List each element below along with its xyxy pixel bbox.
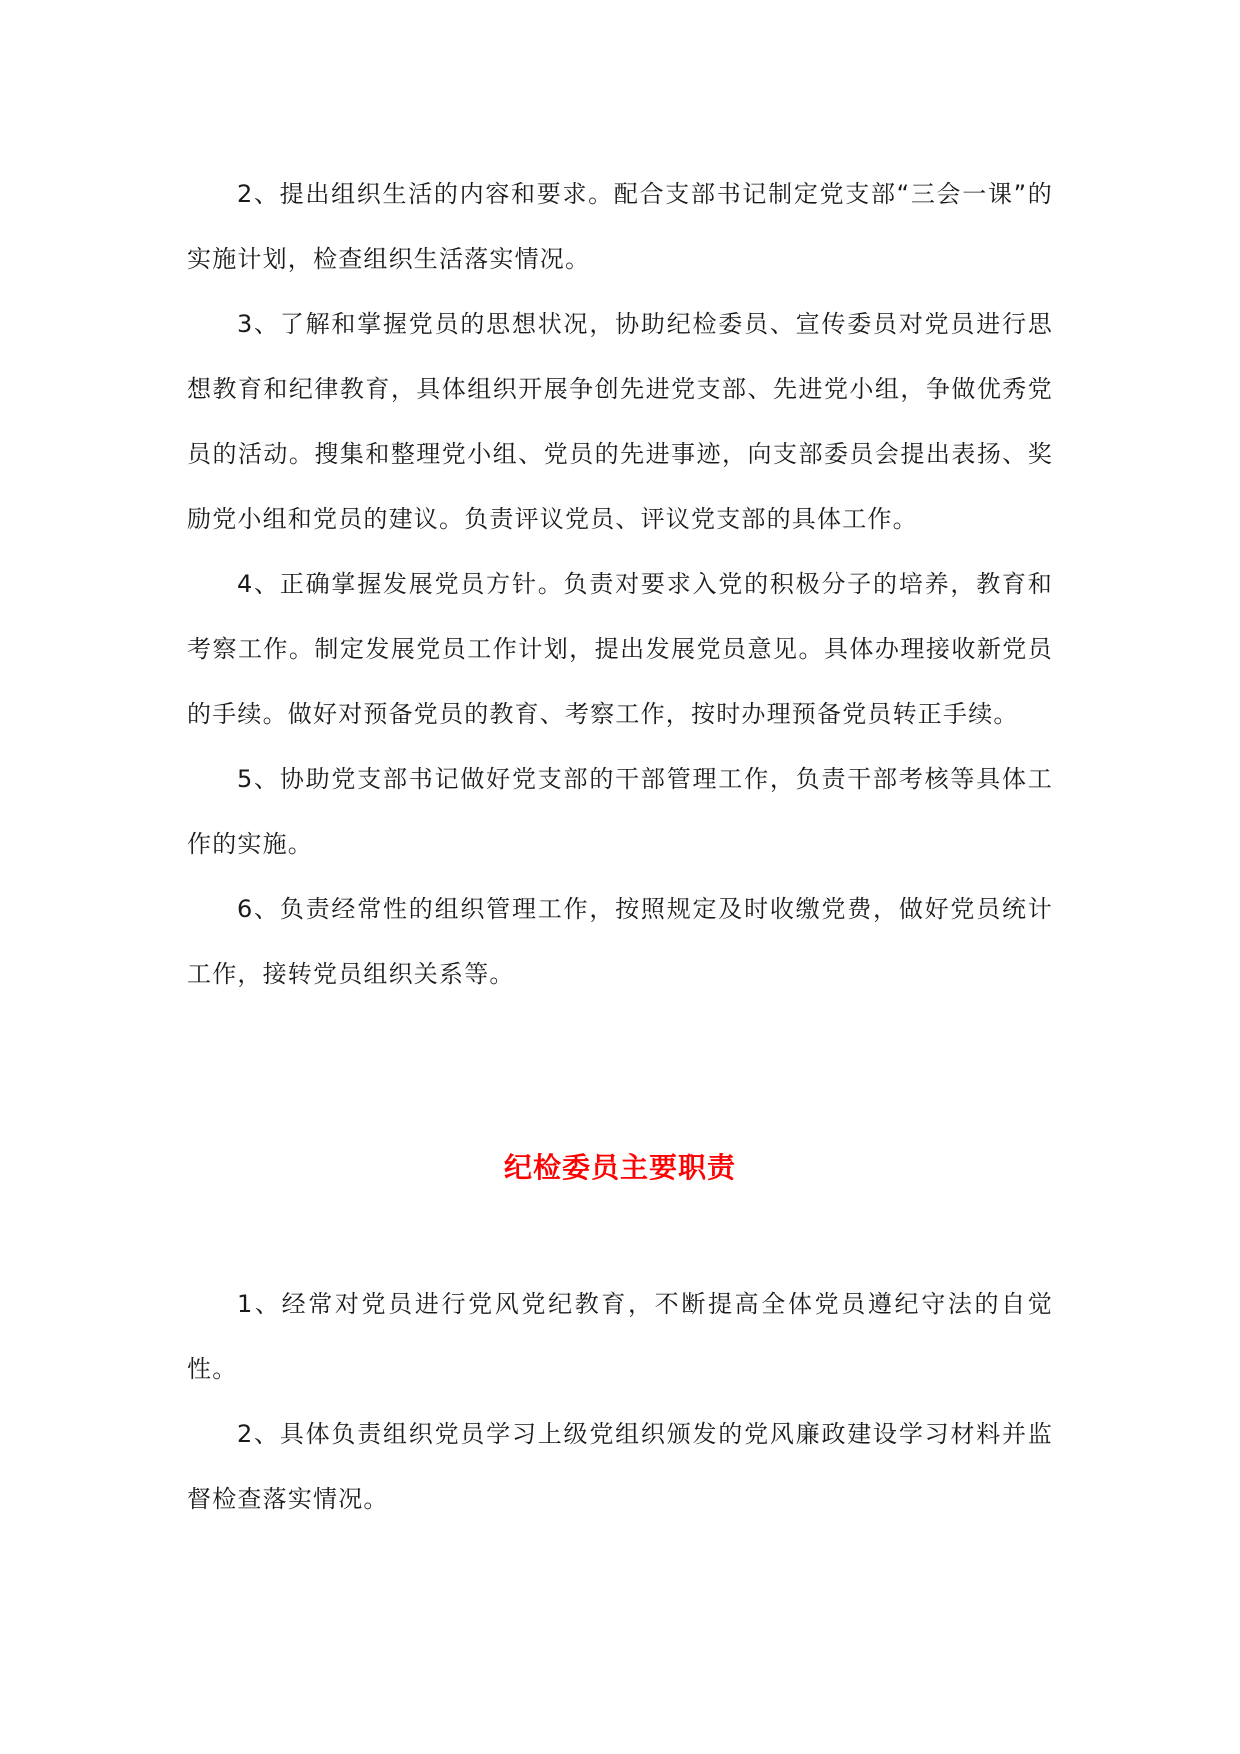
duty-paragraph-3: 3、了解和掌握党员的思想状况，协助纪检委员、宣传委员对党员进行思想教育和纪律教育，具体组织开展争创先进党支部、先进党小组，争做优秀党员的活动。搜集和整理党小组、党员的先进事迹，向支部委员会提出表扬、奖励党小组和党员的建议。负责评议党员、评议党支部的具体工作。 <box>187 310 1053 533</box>
section-heading: 纪检委员主要职责 <box>503 1151 736 1184</box>
duty-paragraph-6: 6、负责经常性的组织管理工作，按照规定及时收缴党费，做好党员统计工作，接转党员组织关系等。 <box>187 895 1053 988</box>
duty-paragraph-5: 5、协助党支部书记做好党支部的干部管理工作，负责干部考核等具体工作的实施。 <box>187 765 1053 858</box>
discipline-paragraph-2: 2、具体负责组织党员学习上级党组织颁发的党风廉政建设学习材料并监督检查落实情况。 <box>187 1420 1053 1513</box>
discipline-paragraph-1: 1、经常对党员进行党风党纪教育，不断提高全体党员遵纪守法的自觉性。 <box>187 1290 1053 1383</box>
duty-paragraph-2: 2、提出组织生活的内容和要求。配合支部书记制定党支部“三会一课”的实施计划，检查组织生活落实情况。 <box>187 180 1053 273</box>
organization-duties-section <box>187 162 1053 1007</box>
duty-paragraph-4: 4、正确掌握发展党员方针。负责对要求入党的积极分子的培养，教育和考察工作。制定发展党员工作计划，提出发展党员意见。具体办理接收新党员的手续。做好对预备党员的教育、考察工作，按时办理预备党员转正手续。 <box>187 570 1053 728</box>
discipline-duties-section <box>187 1272 1053 1532</box>
